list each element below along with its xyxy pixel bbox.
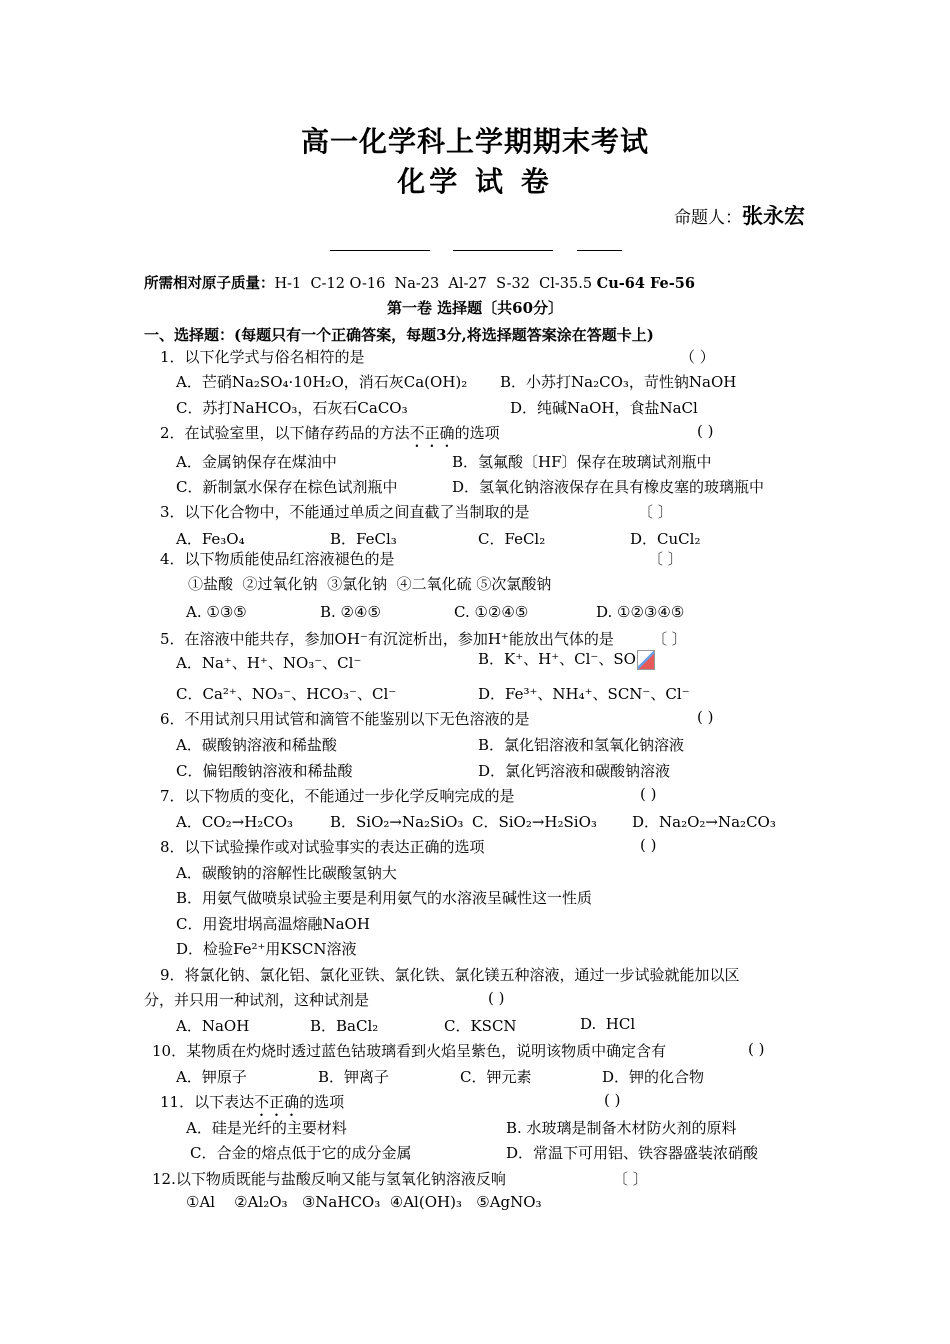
atomic-masses-label: 所需相对原子质量： [144,275,275,292]
option-b: B．K⁺、H⁺、Cl⁻、SO [478,650,636,668]
option-c: C．Ca²⁺、NO₃⁻、HCO₃⁻、Cl⁻ [176,685,397,703]
option-a: A．Fe₃O₄ [176,530,245,548]
option-d: D. HCl [580,1015,636,1033]
answer-bracket: （ ） [680,348,715,366]
option-a: A．Na⁺、H⁺、NO₃⁻、Cl⁻ [176,654,362,672]
option-b: B．BaCl₂ [310,1017,379,1035]
question-stem [160,1091,344,1120]
answer-bracket: ( ) [748,1040,765,1058]
question-stem [160,422,500,451]
option-d: D．常温下可用铝、铁容器盛装浓硝酸 [506,1144,759,1162]
emphasized-text: 不正确 [409,424,455,442]
option-d: D．氢氧化钠溶液保存在具有橡皮塞的玻璃瓶中 [452,478,765,496]
question-stem: 9．将氯化钠、氯化铝、氯化亚铁、氯化铁、氯化镁五种溶液，通过一步试验就能加以区 [160,966,740,984]
question-stem: 4．以下物质能使品红溶液褪色的是 [160,550,395,568]
exam-title: 高一化学科上学期期末考试 [300,125,649,158]
option-c: C．钾元素 [460,1068,532,1086]
option-c: C．新制氯水保存在棕色试剂瓶中 [176,478,398,496]
stem-part: 2．在试验室里，以下储存药品的方法 [160,424,410,442]
option-d: D．钾的化合物 [602,1068,705,1086]
question-stem: 12.以下物质既能与盐酸反响又能与氢氧化钠溶液反响 [152,1170,506,1188]
option-d: D．检验Fe²⁺用KSCN溶液 [176,940,357,958]
option-a: A．碳酸钠的溶解性比碳酸氢钠大 [176,864,397,882]
option-c: C．用瓷坩埚高温熔融NaOH [176,915,370,933]
section-instructions: 一、选择题：(每题只有一个正确答案，每题3分,将选择题答案涂在答题卡上) [144,326,654,344]
question-stem: 10．某物质在灼烧时透过蓝色钴玻璃看到火焰呈紫色，说明该物质中确定含有 [152,1042,667,1060]
option-c: C．合金的熔点低于它的成分金属 [190,1144,412,1162]
atomic-masses-bold: Cu-64 Fe-56 [596,275,695,292]
option-b: B．氢氟酸〔HF〕保存在玻璃试剂瓶中 [452,453,712,471]
answer-bracket: 〔 〕 [638,503,673,521]
blank-line [577,250,622,251]
option-c: C．FeCl₂ [478,530,546,548]
option-d: D．Fe³⁺、NH₄⁺、SCN⁻、Cl⁻ [478,685,690,703]
option-a: A．金属钠保存在煤油中 [176,453,337,471]
exam-subtitle: 化学 试 卷 [397,165,553,198]
question-stem-cont: 分，并只用一种试剂，这种试剂是 [144,991,370,1009]
option-b: B．小苏打Na₂CO₃，苛性钠NaOH [500,373,737,391]
answer-bracket: ( ) [604,1091,621,1109]
option-b: B．用氨气做喷泉试验主要是利用氨气的水溶液呈碱性这一性质 [176,889,593,907]
option-b: B. ②④⑤ [320,603,381,621]
answer-bracket: ( ) [697,422,714,440]
option-a: A．硅是光纤的主要材料 [186,1119,347,1137]
blank-line [330,250,430,251]
option-a: A．碳酸钠溶液和稀盐酸 [176,736,337,754]
answer-bracket: 〔 〕 [648,550,683,568]
option-c: C．KSCN [444,1017,517,1035]
answer-bracket: 〔 〕 [652,630,687,648]
option-b: B．钾离子 [318,1068,390,1086]
atomic-masses [144,272,695,293]
option-d: D. ①②③④⑤ [596,603,685,621]
author-label: 命题人： [674,208,742,228]
stem-part: 的选项 [454,424,500,442]
option-d: D．纯碱NaOH，食盐NaCl [510,399,698,417]
answer-bracket: ( ) [488,989,505,1007]
question-stem: 3．以下化合物中，不能通过单质之间直截了当制取的是 [160,503,530,521]
option-b: B．FeCl₃ [330,530,397,548]
option-a: A．芒硝Na₂SO₄·10H₂O，消石灰Ca(OH)₂ [176,373,468,391]
author-name: 张永宏 [742,203,805,228]
option-b: B. 水玻璃是制备木材防火剂的原料 [506,1119,737,1137]
option-a: A．NaOH [176,1017,250,1035]
option-d: D．CuCl₂ [630,530,701,548]
blank-line [453,250,553,251]
question-stem: 7．以下物质的变化，不能通过一步化学反响完成的是 [160,787,515,805]
option-d: D．氯化钙溶液和碳酸钠溶液 [478,762,671,780]
stem-part: 11．以下表达 [160,1093,255,1111]
option-c: C．SiO₂→H₂SiO₃ [472,813,597,831]
substance-list: ①盐酸 ②过氧化钠 ③氯化钠 ④二氧化硫 ⑤次氯酸钠 [188,575,552,593]
answer-bracket: ( ) [640,785,657,803]
question-stem: 1．以下化学式与俗名相符的是 [160,348,365,366]
answer-bracket: 〔 〕 [613,1170,648,1188]
option-d: D．Na₂O₂→Na₂CO₃ [632,813,776,831]
option-b: B．SiO₂→Na₂SiO₃ [330,813,464,831]
answer-bracket: ( ) [640,836,657,854]
option-b: B．氯化铝溶液和氢氧化钠溶液 [478,736,685,754]
emphasized-text: 不正确 [254,1093,300,1111]
option-c: C．偏铝酸钠溶液和稀盐酸 [176,762,353,780]
atomic-masses-values: H-1 C-12 O-16 Na-23 Al-27 S-32 Cl-35.5 [274,276,593,292]
stem-part: 的选项 [299,1093,345,1111]
answer-bracket: ( ) [697,708,714,726]
question-stem: 5．在溶液中能共存，参加OH⁻有沉淀析出，参加H⁺能放出气体的是 [160,630,614,648]
option-a: A. ①③⑤ [186,603,247,621]
option-a: A．钾原子 [176,1068,247,1086]
option-c: C．苏打NaHCO₃，石灰石CaCO₃ [176,399,408,417]
broken-image-icon [637,650,655,670]
author-line [674,200,805,230]
option-b-line [478,648,655,670]
option-a: A．CO₂→H₂CO₃ [176,813,294,831]
substance-list: ①Al ②Al₂O₃ ③NaHCO₃ ④Al(OH)₃ ⑤AgNO₃ [186,1193,542,1211]
section-title: 第一卷 选择题〔共60分〕 [386,299,564,317]
question-stem: 8．以下试验操作或对试验事实的表达正确的选项 [160,838,485,856]
question-stem: 6．不用试剂只用试管和滴管不能鉴别以下无色溶液的是 [160,710,530,728]
option-c: C. ①②④⑤ [454,603,529,621]
